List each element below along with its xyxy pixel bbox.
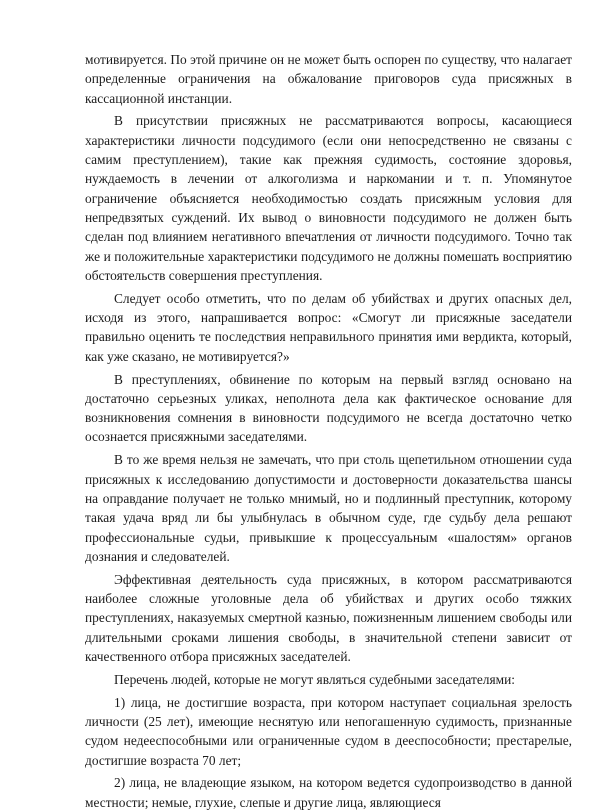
paragraph-jury-selection: Эффективная деятельность суда присяжных, в котором рассматриваются наиболее сложные уголовные дела об убийствах и других особо тяжких преступлениях, наказуемых смертной казнью, пожизненным лишением свободы или длительными сроками лишения свободы, в значительной степени зависит от качественного отбора присяжных заседателей. bbox=[85, 571, 572, 664]
list-item-1: 1) лица, не достигшие возраста, при котором наступает социальная зрелость личности (25 лет), имеющие неснятую или непогашенную судимость, признанные судом недееспособными или ограниченные судом в дееспособности; престарелые, достигшие возраста 70 лет; bbox=[85, 694, 572, 768]
paragraph-verdict-question: Следует особо отметить, что по делам об убийствах и других опасных дел, исходя из этого, напрашивается вопрос: «Смогут ли присяжные заседатели правильно оценить те последствия неправильного принятия ими вердикта, который, как уже сказано, не мотивируется?» bbox=[85, 290, 572, 364]
list-item-2: 2) лица, не владеющие языком, на котором ведется судопроизводство в данной местности; немые, глухие, слепые и другие лица, являющиеся bbox=[85, 775, 572, 810]
body-text bbox=[85, 50, 572, 812]
paragraph-evidence-doubt: В преступлениях, обвинение по которым на первый взгляд основано на достаточно серьезных уликах, неполнота дела как фактическое основание для возникновения сомнения в виновности подсудимого не всегда достаточно четко осознается присяжными заседателями. bbox=[85, 371, 572, 445]
paragraph-personality-characteristics: В присутствии присяжных не рассматриваются вопросы, касающиеся характеристики личности подсудимого (если они непосредственно не связаны с самим преступлением), такие как прежняя судимость, состояние здоровья, нуждаемость в лечении от алкоголизма и наркомании и т. п. Упомянутое ограничение объясняется необходимостью создать присяжным условия для непредвзятых суждений. Их вывод о виновности подсудимого не должен быть сделан под влиянием негативного впечатления от личности подсудимого. Точно так же и положительные характеристики подсудимого не должны помешать восприятию обстоятельств совершения преступления. bbox=[85, 113, 572, 283]
paragraph-acquittal-chances: В то же время нельзя не замечать, что при столь щепетильном отношении суда присяжных к исследованию допустимости и достоверности доказательства шансы на оправдание получает не только мнимый, но и подлинный преступник, которому такая удача вряд ли бы улыбнулась в обычном суде, где судьбу дела решают профессиональные судьи, привыкшие к процессуальным «шалостям» органов дознания и следователей. bbox=[85, 452, 572, 564]
paragraph-list-intro: Перечень людей, которые не могут являться судебными заседателями: bbox=[114, 671, 515, 687]
paragraph-continuation: мотивируется. По этой причине он не может быть оспорен по существу, что налагает определенные ограничения на обжалование приговоров суда присяжных в кассационной инстанции. bbox=[85, 52, 572, 106]
